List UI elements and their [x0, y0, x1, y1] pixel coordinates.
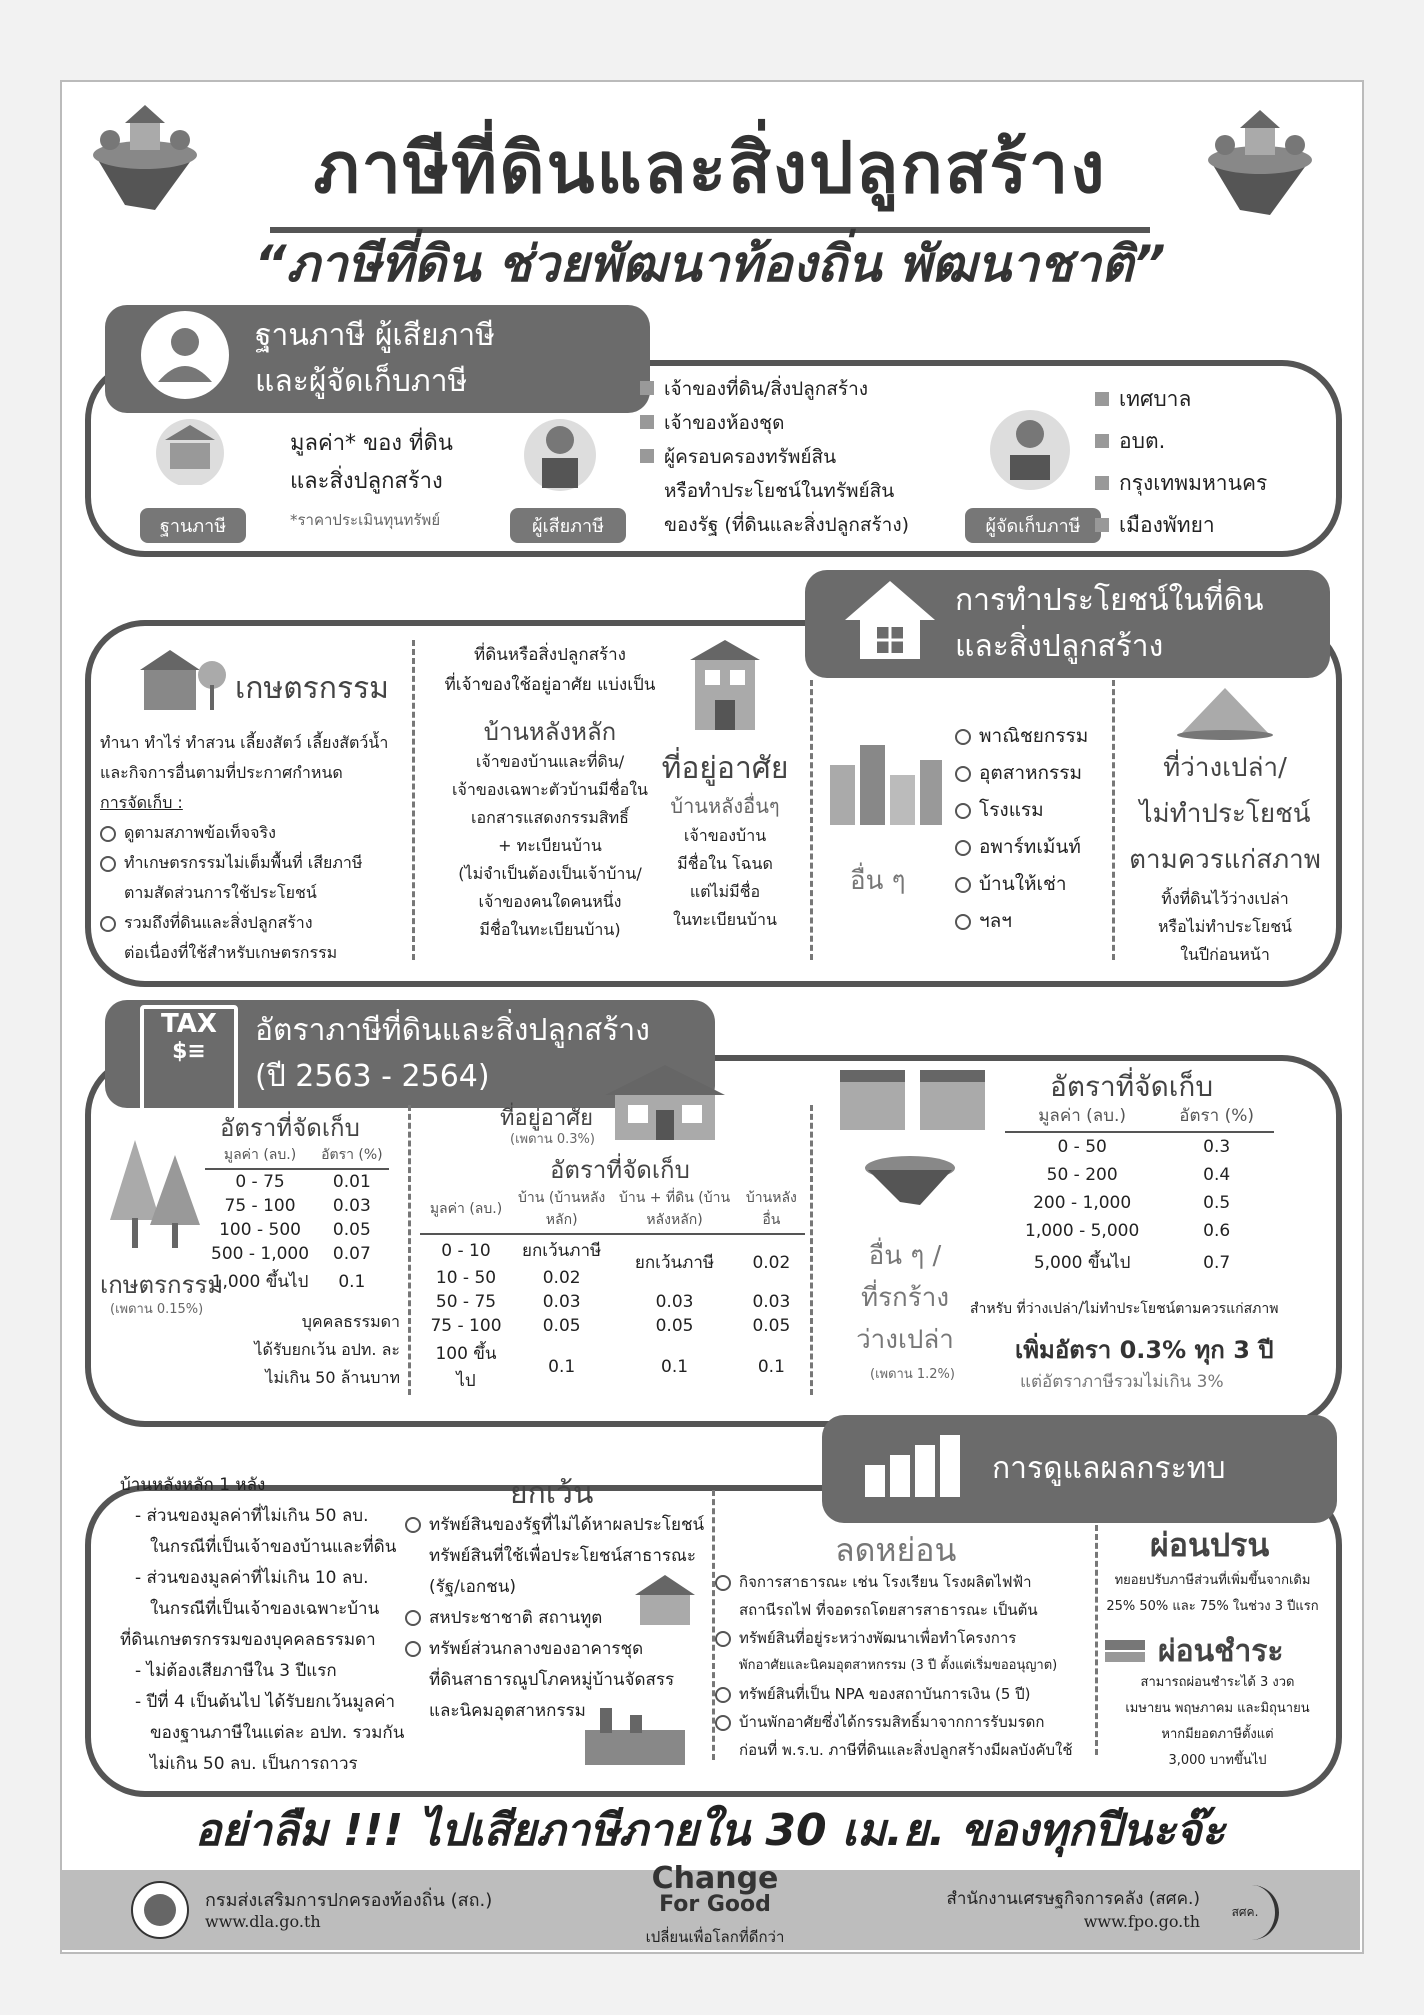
taxpayer-icon — [520, 410, 600, 500]
text-line: ที่ดินเกษตรกรรมของบุคคลธรรมดา — [120, 1630, 376, 1650]
residence-title: ที่อยู่อาศัย — [661, 751, 789, 786]
text-line: + ทะเบียนบ้าน — [498, 836, 602, 855]
header-line: และผู้จัดเก็บภาษี — [255, 364, 468, 399]
text-line: เจ้าของบ้านและที่ดิน/ — [475, 752, 625, 771]
divider — [412, 640, 415, 960]
label-taxpayer: ผู้เสียภาษี — [510, 508, 626, 543]
rate-increase: เพิ่มอัตรา 0.3% ทุก 3 ปี — [1015, 1336, 1274, 1364]
table-header — [1005, 1100, 1274, 1132]
text-line: ในปีก่อนหน้า — [1180, 945, 1270, 964]
cell: 0.03 — [655, 1292, 694, 1312]
list-item — [955, 755, 1088, 792]
barn-icon — [130, 645, 230, 715]
list-item — [1095, 462, 1267, 504]
table-row — [420, 1290, 805, 1314]
text-line: ในกรณีที่เป็นเจ้าของเฉพาะบ้าน — [150, 1599, 380, 1619]
divider — [810, 1105, 813, 1395]
cell: 0.1 — [757, 1357, 785, 1377]
reduce-title: ลดหย่อน — [835, 1531, 957, 1569]
divider — [1112, 680, 1115, 960]
main-house-title: บ้านหลังหลัก — [483, 718, 617, 746]
item-text: อุตสาหกรรม — [979, 762, 1082, 784]
col-header: อัตรา (%) — [315, 1142, 389, 1169]
cell: ยกเว้นภาษี — [522, 1241, 602, 1261]
city-buildings-icon — [820, 735, 950, 845]
cell: 0.03 — [332, 1196, 371, 1216]
table-row — [205, 1266, 389, 1297]
tree-icon — [105, 1130, 215, 1260]
dla-seal-icon — [130, 1880, 190, 1940]
text-line: อื่น ๆ / — [868, 1241, 942, 1271]
text-line: ตามควรแก่สภาพ — [1129, 845, 1321, 875]
footer-right-org: สำนักงานเศรษฐกิจการคลัง (สศค.) — [946, 1889, 1200, 1909]
impact-main-house — [120, 1470, 404, 1780]
item-text: โรงแรม — [979, 799, 1044, 821]
list-item: ที่ดินสาธารณูปโภคหมู่บ้านจัดสรร — [429, 1670, 675, 1690]
logo-line: Change — [651, 1861, 779, 1896]
text-line: ไม่ทำประโยชน์ — [1139, 799, 1311, 829]
list-item — [715, 1624, 1073, 1652]
item-text: ผู้ครอบครองทรัพย์สิน — [664, 446, 837, 468]
text-line: เจ้าของคนใดคนหนึ่ง — [478, 892, 622, 911]
text-line: สามารถผ่อนชำระได้ 3 งวด — [1140, 1675, 1295, 1690]
res-rate-cap: (เพดาน 0.3%) — [510, 1132, 595, 1147]
text-line: (ไม่จำเป็นต้องเป็นเจ้าบ้าน/ — [458, 864, 642, 883]
cell: 0 - 50 — [1057, 1137, 1107, 1157]
item-text: เมืองพัทยา — [1119, 513, 1215, 537]
list-item — [405, 1510, 704, 1541]
townhouse-icon — [680, 635, 770, 735]
bar-chart-icon — [860, 1430, 970, 1500]
section-header-impact-care: การดูแลผลกระทบ — [822, 1415, 1337, 1523]
text-line: ได้รับยกเว้น อปท. ละ — [254, 1340, 400, 1359]
label-collector: ผู้จัดเก็บภาษี — [965, 508, 1101, 543]
table-row — [205, 1169, 389, 1194]
cell: 5,000 ขึ้นไป — [1033, 1253, 1131, 1273]
divider — [810, 680, 813, 960]
cell: 50 - 75 — [435, 1292, 497, 1312]
list-item: ตามสัดส่วนการใช้ประโยชน์ — [124, 883, 317, 902]
cell: 0.5 — [1203, 1193, 1231, 1213]
cell: 50 - 200 — [1046, 1165, 1118, 1185]
others-list — [955, 718, 1088, 940]
agriculture-text — [100, 728, 388, 968]
text-line: มีชื่อในทะเบียนบ้าน) — [479, 920, 621, 939]
item-text: บ้านพักอาศัยซึ่งได้กรรมสิทธิ์มาจากการรับมรดก — [739, 1713, 1045, 1731]
header-line: และสิ่งปลูกสร้าง — [955, 629, 1164, 664]
cell: 0.4 — [1203, 1165, 1231, 1185]
cell: 0.1 — [548, 1357, 576, 1377]
text-line: และสิ่งปลูกสร้าง — [290, 469, 443, 494]
header-line: การทำประโยชน์ในที่ดิน — [955, 583, 1264, 618]
change-for-good-sub: เปลี่ยนเพื่อโลกที่ดีกว่า — [645, 1928, 785, 1946]
cell: 75 - 100 — [224, 1196, 296, 1216]
cell: 0.1 — [338, 1271, 366, 1292]
vacant-text — [1120, 885, 1330, 969]
cell: 0.05 — [542, 1316, 581, 1336]
vacant-land-icon — [860, 1150, 960, 1210]
text-line: การจัดเก็บ : — [100, 793, 183, 812]
list-item — [955, 866, 1088, 903]
text-line: ที่ดินหรือสิ่งปลูกสร้าง — [474, 645, 626, 665]
text-line: และกิจการอื่นตามที่ประกาศกำหนด — [100, 763, 343, 782]
cell: 0 - 75 — [235, 1172, 285, 1192]
logo-line: For Good — [659, 1892, 771, 1917]
list-item — [1095, 420, 1267, 462]
relief-text — [1100, 1568, 1325, 1620]
list-item: (รัฐ/เอกชน) — [429, 1577, 516, 1597]
embassy-icon — [630, 1570, 700, 1630]
government-building-icon — [150, 415, 230, 485]
text-line: หากมียอดภาษีตั้งแต่ — [1161, 1727, 1274, 1742]
table-row — [1005, 1189, 1274, 1217]
table-row — [1005, 1245, 1274, 1280]
table-row — [420, 1234, 805, 1266]
footer-right-url[interactable]: www.fpo.go.th — [1083, 1912, 1200, 1931]
cell: 0.05 — [752, 1316, 791, 1336]
table-row — [420, 1338, 805, 1396]
text-line: มีชื่อใน โฉนด — [677, 854, 773, 873]
text-line: หรือไม่ทำประโยชน์ — [1158, 917, 1292, 936]
cell: 75 - 100 — [430, 1316, 502, 1336]
cell: 100 ขึ้นไป — [435, 1344, 497, 1391]
text-line: มูลค่า* ของ ที่ดิน — [290, 431, 453, 456]
change-for-good-logo — [610, 1861, 820, 1918]
text-line: ที่เจ้าของใช้อยู่อาศัย แบ่งเป็น — [444, 675, 656, 695]
text-line: - ส่วนของมูลค่าที่ไม่เกิน 50 ลบ. — [135, 1506, 369, 1526]
cell: 1,000 ขึ้นไป — [211, 1272, 309, 1292]
header-line: ฐานภาษี ผู้เสียภาษี — [255, 318, 495, 353]
list-item — [1095, 504, 1267, 546]
item-text: กิจการสาธารณะ เช่น โรงเรียน โรงผลิตไฟฟ้า — [739, 1573, 1032, 1591]
collector-icon — [985, 400, 1075, 495]
col-header: บ้าน (บ้านหลังหลัก) — [512, 1185, 611, 1234]
item-text: ดูตามสภาพข้อเท็จจริง — [124, 823, 276, 842]
list-item — [1095, 378, 1267, 420]
text-line: เจ้าของบ้าน — [683, 826, 767, 845]
other-rate-note: สำหรับ ที่ว่างเปล่า/ไม่ทำประโยชน์ตามควรแก่สภาพ — [970, 1301, 1279, 1317]
text-line: ที่ว่างเปล่า/ — [1163, 753, 1287, 783]
cell: 0.01 — [332, 1172, 371, 1192]
floating-island-icon — [85, 95, 205, 215]
text-line: ทยอยปรับภาษีส่วนที่เพิ่มขึ้นจากเดิม — [1114, 1573, 1311, 1588]
label-tax-base: ฐานภาษี — [140, 508, 246, 543]
cell: 0.6 — [1203, 1221, 1231, 1241]
text-line: ในทะเบียนบ้าน — [673, 910, 777, 929]
installment-text — [1105, 1670, 1330, 1774]
list-item: และนิคมอุตสาหกรรม — [429, 1701, 586, 1721]
other-rate-title: อัตราที่จัดเก็บ — [1050, 1070, 1214, 1103]
house-icon — [600, 1060, 730, 1145]
item-text: กรุงเทพมหานคร — [1119, 471, 1268, 495]
item-text: พาณิชยกรรม — [979, 725, 1089, 747]
list-item — [955, 718, 1088, 755]
text-line: เมษายน พฤษภาคม และมิถุนายน — [1125, 1701, 1310, 1716]
item-text: บ้านให้เช่า — [979, 873, 1067, 895]
reduce-list — [715, 1568, 1073, 1764]
res-rate-label: ที่อยู่อาศัย — [500, 1106, 594, 1131]
cell: ยกเว้นภาษี — [634, 1253, 715, 1273]
main-house-text — [425, 748, 675, 944]
shop-icon — [835, 1065, 995, 1135]
cell: 0.02 — [752, 1252, 791, 1273]
res-rate-title: อัตราที่จัดเก็บ — [550, 1156, 690, 1184]
tax-document-icon — [140, 1005, 238, 1113]
table-row — [1005, 1132, 1274, 1161]
res-rate-table — [420, 1185, 805, 1396]
other-house-text — [655, 822, 795, 934]
cell: 0.7 — [1203, 1252, 1231, 1273]
list-item — [640, 372, 909, 406]
item-text: เจ้าของที่ดิน/สิ่งปลูกสร้าง — [664, 378, 869, 400]
footer-left-org: กรมส่งเสริมการปกครองท้องถิ่น (สถ.) — [205, 1890, 493, 1911]
other-rate-cap: (เพดาน 1.2%) — [870, 1367, 955, 1382]
slogan: “ภาษีที่ดิน ช่วยพัฒนาท้องถิ่น พัฒนาชาติ” — [254, 235, 1166, 293]
agri-cap: (เพดาน 0.15%) — [110, 1302, 204, 1317]
cell: 1,000 - 5,000 — [1025, 1221, 1140, 1241]
text-line: เจ้าของเฉพาะตัวบ้านมีชื่อใน — [452, 780, 648, 799]
list-item: พักอาศัยและนิคมอุตสาหกรรม (3 ปี ตั้งแต่เริ่มขออนุญาต) — [739, 1658, 1058, 1673]
list-item: ทรัพย์สินที่ใช้เพื่อประโยชน์สาธารณะ — [429, 1546, 696, 1566]
page-title: ภาษีที่ดินและสิ่งปลูกสร้าง — [270, 112, 1150, 233]
exempt-title: ยกเว้น — [510, 1476, 594, 1511]
table-header — [205, 1142, 389, 1169]
list-item: สถานีรถไฟ ที่จอดรถโดยสารสาธารณะ เป็นต้น — [739, 1601, 1038, 1619]
text-line: ที่รกร้าง — [860, 1283, 950, 1313]
vacant-title — [1120, 745, 1330, 883]
list-item: ต่อเนื่องที่ใช้สำหรับเกษตรกรรม — [124, 943, 338, 962]
item-text: ทำเกษตรกรรมไม่เต็มพื้นที่ เสียภาษี — [124, 853, 363, 872]
table-row — [205, 1194, 389, 1218]
item-text: อบต. — [1119, 429, 1166, 453]
cell: 0.05 — [332, 1220, 371, 1240]
text-line: ทำนา ทำไร่ ทำสวน เลี้ยงสัตว์ เลี้ยงสัตว์น้ำ — [100, 733, 389, 752]
list-item — [100, 848, 388, 878]
list-item — [100, 908, 388, 938]
header-line: (ปี 2563 - 2564) — [255, 1059, 490, 1094]
cell: 500 - 1,000 — [211, 1244, 310, 1264]
item-text: ทรัพย์ส่วนกลางของอาคารชุด — [429, 1639, 644, 1659]
list-item — [100, 818, 388, 848]
list-item — [640, 406, 909, 440]
text-line: ว่างเปล่า — [856, 1325, 954, 1355]
fpo-logo: สศค. — [1215, 1885, 1279, 1940]
text-line: บุคคลธรรมดา — [301, 1312, 400, 1331]
table-row — [420, 1314, 805, 1338]
cell: 0.07 — [332, 1244, 371, 1264]
table-header — [420, 1185, 805, 1234]
cell: 0.1 — [661, 1357, 689, 1377]
cell: 200 - 1,000 — [1033, 1193, 1132, 1213]
item-text: ทรัพย์สินที่เป็น NPA ของสถาบันการเงิน (5 ปี) — [739, 1685, 1031, 1703]
cell: 0.03 — [542, 1292, 581, 1312]
money-stack-icon — [1100, 1630, 1150, 1670]
floating-island-icon — [1200, 100, 1320, 220]
list-item: ก่อนที่ พ.ร.บ. ภาษีที่ดินและสิ่งปลูกสร้างมีผลบังคับใช้ — [739, 1741, 1073, 1759]
text-line: - ปีที่ 4 เป็นต้นไป ได้รับยกเว้นมูลค่า — [135, 1692, 396, 1712]
col-header: บ้าน + ที่ดิน (บ้านหลังหลัก) — [611, 1185, 737, 1234]
factory-icon — [580, 1700, 690, 1770]
col-header: มูลค่า (ลบ.) — [420, 1185, 512, 1234]
cell: 0 - 10 — [441, 1240, 491, 1261]
others-title: อื่น ๆ — [850, 866, 906, 896]
header-line: อัตราภาษีที่ดินและสิ่งปลูกสร้าง — [255, 1013, 650, 1048]
list-item — [715, 1568, 1073, 1596]
text-line: ของฐานภาษีในแต่ละ อปท. รวมกัน — [150, 1723, 405, 1743]
installment-title: ผ่อนชำระ — [1158, 1634, 1284, 1669]
table-row — [205, 1242, 389, 1266]
item-text: ทรัพย์สินที่อยู่ระหว่างพัฒนาเพื่อทำโครงการ — [739, 1629, 1017, 1647]
agri-note — [220, 1308, 400, 1392]
text-line: 3,000 บาทขึ้นไป — [1168, 1753, 1267, 1768]
list-item — [640, 440, 909, 474]
list-item: หรือทำประโยชน์ในทรัพย์สิน — [664, 480, 895, 502]
text-line: ในกรณีที่เป็นเจ้าของบ้านและที่ดิน — [150, 1537, 397, 1557]
footer-left-url[interactable]: www.dla.go.th — [205, 1912, 321, 1931]
item-text: ทรัพย์สินของรัฐที่ไม่ได้หาผลประโยชน์ — [429, 1515, 705, 1535]
list-item — [955, 792, 1088, 829]
table-row — [1005, 1161, 1274, 1189]
cell: 0.05 — [655, 1316, 694, 1336]
list-item — [715, 1680, 1073, 1708]
other-rate-label — [830, 1235, 980, 1361]
cell: 0.02 — [542, 1268, 581, 1288]
item-text: เทศบาล — [1119, 387, 1192, 411]
list-item — [955, 903, 1088, 940]
item-text: ฯลฯ — [979, 910, 1012, 932]
rate-limit: แต่อัตราภาษีรวมไม่เกิน 3% — [1020, 1372, 1224, 1392]
list-item — [405, 1634, 704, 1665]
cell: 0.3 — [1203, 1137, 1231, 1157]
cell: 100 - 500 — [219, 1220, 301, 1240]
tax-base-note: *ราคาประเมินทุนทรัพย์ — [290, 511, 441, 529]
relief-title: ผ่อนปรน — [1150, 1526, 1270, 1564]
other-rate-table — [1005, 1100, 1274, 1280]
cell: 10 - 50 — [435, 1268, 497, 1288]
col-header: มูลค่า (ลบ.) — [205, 1142, 315, 1169]
divider — [1095, 1525, 1098, 1755]
vacant-land-icon — [1175, 680, 1275, 740]
item-text: สหประชาชาติ สถานทูต — [429, 1608, 603, 1628]
cell: 0.03 — [752, 1292, 791, 1312]
text-line: 25% 50% และ 75% ในช่วง 3 ปีแรก — [1106, 1599, 1319, 1614]
dollar-lines: $≡ — [172, 1039, 206, 1064]
tax-base-text — [290, 425, 453, 501]
text-line: บ้านหลังหลัก 1 หลัง — [120, 1475, 266, 1495]
text-line: ไม่เกิน 50 ล้านบาท — [265, 1368, 400, 1387]
list-item — [715, 1708, 1073, 1736]
text-line: เอกสารแสดงกรรมสิทธิ์ — [471, 808, 629, 827]
col-header: บ้านหลังอื่น — [738, 1185, 805, 1234]
agriculture-title: เกษตรกรรม — [235, 671, 389, 706]
list-item: ของรัฐ (ที่ดินและสิ่งปลูกสร้าง) — [664, 514, 910, 536]
text-line: ไม่เกิน 50 ลบ. เป็นการถาวร — [150, 1754, 358, 1774]
text-line: ทิ้งที่ดินไว้ว่างเปล่า — [1161, 889, 1289, 908]
collector-list — [1095, 378, 1267, 546]
reminder-banner: อย่าลืม !!! ไปเสียภาษีภายใน 30 เม.ย. ของทุกปีนะจ๊ะ — [194, 1805, 1226, 1856]
table-row — [1005, 1217, 1274, 1245]
agri-rate-table — [205, 1142, 389, 1297]
divider — [408, 1105, 411, 1395]
person-icon — [140, 310, 230, 400]
residence-intro — [425, 640, 675, 700]
col-header: มูลค่า (ลบ.) — [1005, 1100, 1159, 1132]
text-line: - ไม่ต้องเสียภาษีใน 3 ปีแรก — [135, 1661, 337, 1681]
other-house-title: บ้านหลังอื่นๆ — [670, 794, 780, 818]
agri-rate-title: อัตราที่จัดเก็บ — [220, 1114, 360, 1142]
house-icon — [835, 575, 945, 665]
item-text: อพาร์ทเม้นท์ — [979, 836, 1081, 858]
tax-icon-label: TAX — [161, 1009, 217, 1039]
agri-label: เกษตรกรรม — [100, 1271, 224, 1299]
table-row — [205, 1218, 389, 1242]
taxpayer-list — [640, 372, 909, 542]
text-line: แต่ไม่มีชื่อ — [689, 882, 761, 901]
list-item — [955, 829, 1088, 866]
col-header: อัตรา (%) — [1159, 1100, 1274, 1132]
text-line: - ส่วนของมูลค่าที่ไม่เกิน 10 ลบ. — [135, 1568, 369, 1588]
item-text: เจ้าของห้องชุด — [664, 412, 785, 434]
item-text: รวมถึงที่ดินและสิ่งปลูกสร้าง — [124, 913, 313, 932]
